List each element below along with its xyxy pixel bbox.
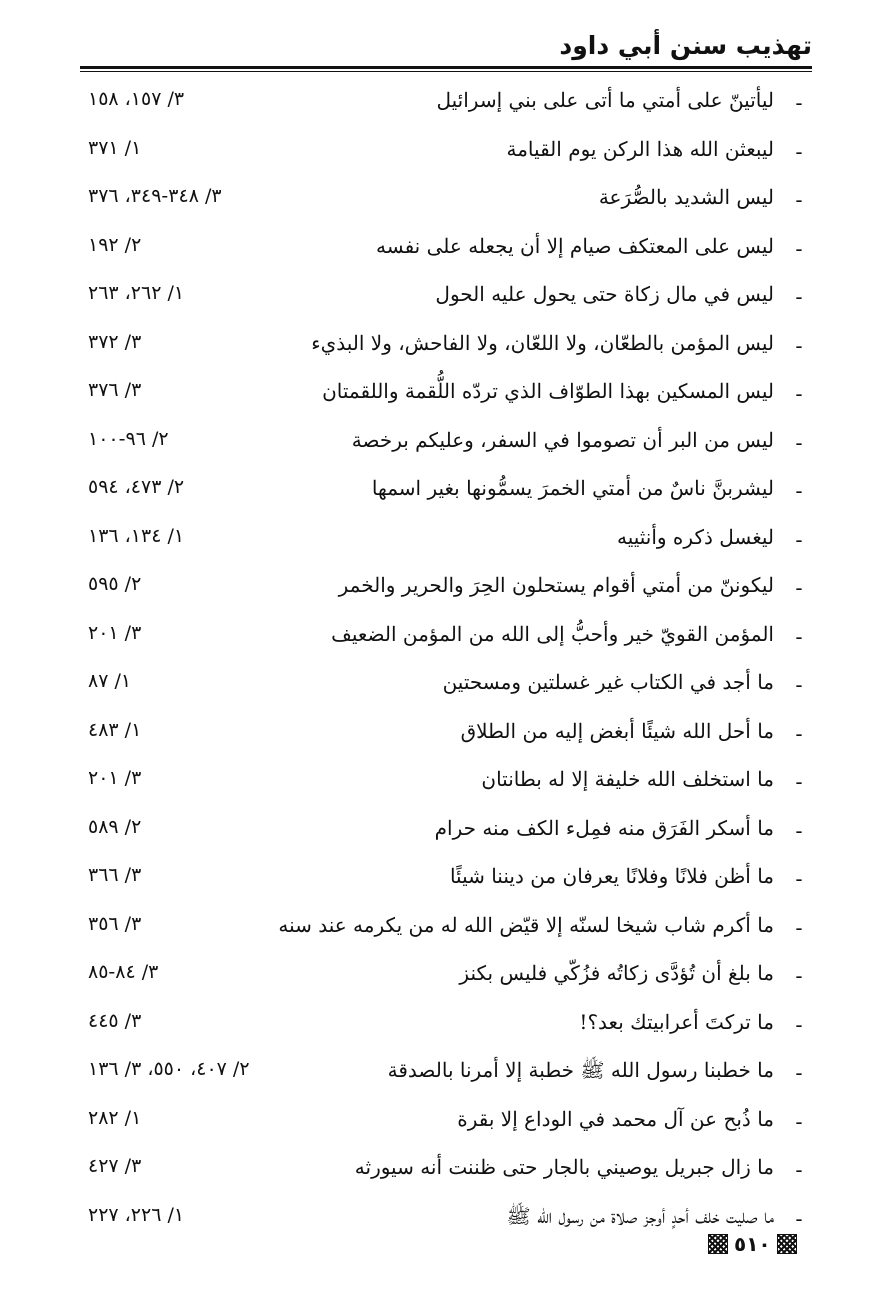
volume-page-reference: ٣/ ٨٤-٨٥	[88, 961, 159, 983]
volume-page-reference: ١/ ٤٨٣	[88, 718, 142, 741]
dash-bullet-icon: -	[795, 91, 803, 115]
list-item	[88, 951, 806, 1000]
list-item	[88, 612, 806, 661]
hadith-text: ليأتينّ على أمتي ما أتى على بني إسرائيل	[436, 88, 774, 112]
dash-bullet-icon: -	[795, 1061, 803, 1085]
dash-bullet-icon: -	[795, 527, 803, 552]
volume-page-reference: ٢/ ٩٦-١٠٠	[88, 427, 169, 450]
volume-page-reference: ٣/ ٣٦٦	[88, 864, 142, 886]
hadith-text: ليس المؤمن بالطعّان، ولا اللعّان، ولا الفاحش، ولا البذيء	[311, 330, 774, 355]
hadith-text: ليكوننّ من أمتي أقوام يستحلون الحِرَ والحرير والخمر	[338, 573, 774, 597]
dash-bullet-icon: -	[795, 915, 803, 940]
volume-page-reference: ٣/ ٣٥٦	[88, 912, 142, 935]
dash-bullet-icon: -	[795, 479, 803, 503]
header-rule-thin	[80, 71, 812, 72]
hadith-text: ليشربنَّ ناسٌ من أمتي الخمرَ يسمُّونها بغير اسمها	[371, 476, 774, 500]
dash-bullet-icon: -	[795, 624, 803, 649]
hadith-text: ما أسكر الفَرَق منه فمِلء الكف منه حرام	[434, 815, 774, 840]
volume-page-reference: ٣/ ٣٤٨-٣٤٩، ٣٧٦	[88, 185, 222, 207]
volume-page-reference: ٣/ ٢٠١	[88, 767, 142, 789]
volume-page-reference: ١/ ١٣٤، ١٣٦	[88, 524, 185, 547]
list-item	[88, 78, 806, 127]
dash-bullet-icon: -	[795, 1012, 803, 1037]
dash-bullet-icon: -	[795, 964, 803, 988]
hadith-text: ما استخلف الله خليفة إلا له بطانتان	[481, 767, 774, 791]
list-item	[88, 1145, 806, 1194]
volume-page-reference: ٢/ ٥٩٥	[88, 573, 142, 595]
dash-bullet-icon: -	[795, 721, 803, 746]
volume-page-reference: ١/ ٢٦٢، ٢٦٣	[88, 282, 185, 304]
list-item	[88, 757, 806, 806]
hadith-index-list	[88, 78, 806, 1242]
list-item	[88, 1194, 806, 1243]
list-item	[88, 1097, 806, 1146]
volume-page-reference: ٣/ ٤٢٧	[88, 1155, 142, 1177]
ornament-icon	[777, 1234, 797, 1254]
list-item	[88, 466, 806, 515]
volume-page-reference: ٢/ ٥٨٩	[88, 815, 142, 838]
page-footer	[708, 1232, 797, 1256]
volume-page-reference: ٢/ ٤٧٣، ٥٩٤	[88, 476, 185, 498]
list-item	[88, 321, 806, 370]
list-item	[88, 272, 806, 321]
volume-page-reference: ٣/ ٤٤٥	[88, 1009, 142, 1032]
dash-bullet-icon: -	[795, 139, 803, 164]
hadith-text: ليس من البر أن تصوموا في السفر، وعليكم برخصة	[351, 427, 774, 452]
hadith-text: ليس في مال زكاة حتى يحول عليه الحول	[435, 282, 774, 306]
volume-page-reference: ٣/ ٣٧٦	[88, 379, 142, 401]
dash-bullet-icon: -	[795, 188, 803, 212]
hadith-text: ما أظن فلانًا وفلانًا يعرفان من ديننا شيئًا	[449, 864, 774, 888]
dash-bullet-icon: -	[795, 285, 803, 309]
volume-page-reference: ٢/ ١٩٢	[88, 233, 142, 256]
hadith-text: ليس الشديد بالصُّرَعة	[598, 185, 774, 209]
list-item	[88, 709, 806, 758]
dash-bullet-icon: -	[795, 673, 803, 697]
list-item	[88, 1000, 806, 1049]
list-item	[88, 127, 806, 176]
hadith-text: ما أكرم شاب شيخا لسنّه إلا قيّض الله له من يكرمه عند سنه	[278, 912, 774, 937]
ornament-icon	[708, 1234, 728, 1254]
hadith-text: ما زال جبريل يوصيني بالجار حتى ظننت أنه سيورثه	[354, 1155, 774, 1179]
dash-bullet-icon: -	[795, 818, 803, 843]
volume-page-reference: ١/ ٢٢٦، ٢٢٧	[88, 1203, 185, 1226]
running-header-title: تهذيب سنن أبي داود	[559, 31, 812, 60]
dash-bullet-icon: -	[795, 576, 803, 600]
list-item	[88, 563, 806, 612]
dash-bullet-icon: -	[795, 1158, 803, 1182]
dash-bullet-icon: -	[795, 430, 803, 455]
dash-bullet-icon: -	[795, 382, 803, 406]
volume-page-reference: ٣/ ٢٠١	[88, 621, 142, 644]
list-item	[88, 903, 806, 952]
hadith-text: ما أحل الله شيئًا أبغض إليه من الطلاق	[460, 718, 774, 743]
hadith-text: ليس على المعتكف صيام إلا أن يجعله على نفسه	[376, 233, 774, 258]
volume-page-reference: ١/ ٣٧١	[88, 136, 142, 159]
dash-bullet-icon: -	[795, 333, 803, 358]
dash-bullet-icon: -	[795, 867, 803, 891]
list-item	[88, 369, 806, 418]
list-item	[88, 1048, 806, 1097]
volume-page-reference: ١/ ٨٧	[88, 670, 132, 692]
hadith-text: ما أجد في الكتاب غير غسلتين ومسحتين	[442, 670, 774, 694]
volume-page-reference: ٣/ ٣٧٢	[88, 330, 142, 353]
hadith-text: ليبعثن الله هذا الركن يوم القيامة	[506, 136, 774, 161]
hadith-text: ما صليت خلف أحدٍ أوجز صلاة من رسول الله ﷺ	[506, 1203, 774, 1228]
hadith-text: ما تركتَ أعرابيتك بعد؟!	[579, 1009, 774, 1034]
dash-bullet-icon: -	[795, 236, 803, 261]
list-item	[88, 660, 806, 709]
dash-bullet-icon: -	[795, 1109, 803, 1134]
list-item	[88, 806, 806, 855]
list-item	[88, 224, 806, 273]
list-item	[88, 175, 806, 224]
page-number: ٥١٠	[734, 1232, 771, 1256]
volume-page-reference: ١/ ٢٨٢	[88, 1106, 142, 1129]
dash-bullet-icon: -	[795, 770, 803, 794]
hadith-text: ما خطبنا رسول الله ﷺ خطبة إلا أمرنا بالصدقة	[387, 1058, 774, 1082]
header-rule-thick	[80, 66, 812, 69]
list-item	[88, 515, 806, 564]
hadith-text: ليس المسكين بهذا الطوّاف الذي تردّه اللُّقمة واللقمتان	[322, 379, 774, 403]
list-item	[88, 854, 806, 903]
dash-bullet-icon: -	[795, 1206, 803, 1231]
hadith-text: ما ذُبح عن آل محمد في الوداع إلا بقرة	[457, 1106, 774, 1131]
volume-page-reference: ٣/ ١٥٧، ١٥٨	[88, 88, 185, 110]
list-item	[88, 418, 806, 467]
hadith-text: ليغسل ذكره وأنثييه	[616, 524, 774, 549]
hadith-text: ما بلغ أن تُؤدَّى زكاتُه فزُكّي فليس بكنز	[459, 961, 774, 985]
hadith-text: المؤمن القويّ خير وأحبُّ إلى الله من المؤمن الضعيف	[331, 621, 774, 646]
volume-page-reference: ٢/ ٤٠٧، ٥٥٠، ٣/ ١٣٦	[88, 1058, 250, 1080]
